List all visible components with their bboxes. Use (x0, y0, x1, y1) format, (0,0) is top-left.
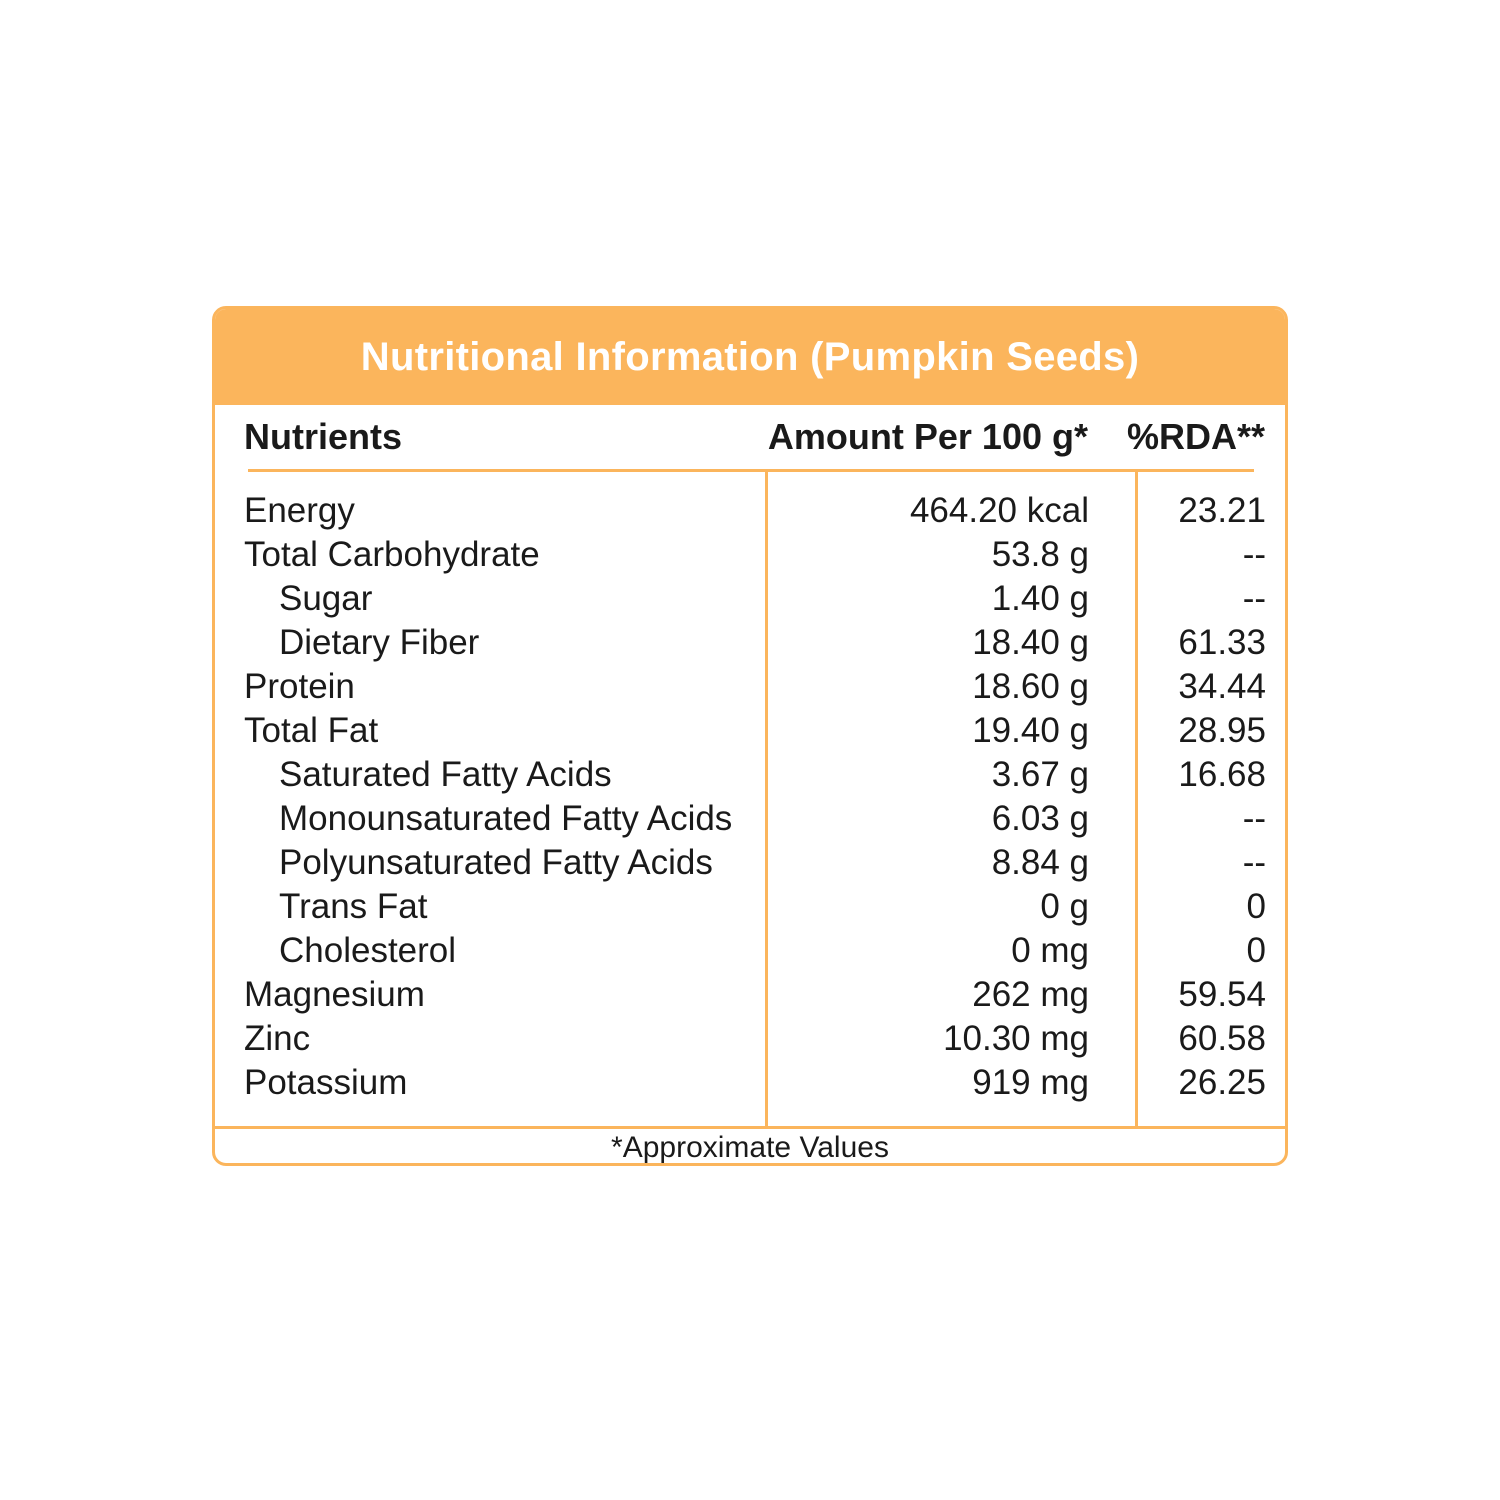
nutrient-amount: 919 mg (972, 1063, 1089, 1102)
nutrient-rda: 0 (1246, 887, 1266, 926)
table-row (215, 797, 1285, 841)
nutrient-table-body (215, 489, 1285, 1105)
table-row (215, 1061, 1285, 1105)
nutrient-rda: 0 (1246, 931, 1266, 970)
nutrient-rda: 61.33 (1178, 623, 1266, 662)
column-header-rda: %RDA** (1126, 416, 1265, 457)
table-row (215, 621, 1285, 665)
table-row (215, 533, 1285, 577)
panel-title: Nutritional Information (Pumpkin Seeds) (360, 334, 1140, 379)
nutrient-name: Total Carbohydrate (244, 535, 540, 574)
nutrient-amount: 464.20 kcal (909, 491, 1089, 530)
nutrient-amount: 0 g (1040, 887, 1089, 926)
nutrient-amount: 6.03 g (991, 799, 1089, 838)
nutrient-amount: 18.40 g (972, 623, 1089, 662)
table-row (215, 665, 1285, 709)
column-header-amount: Amount Per 100 g* (767, 416, 1088, 457)
nutrient-name: Total Fat (244, 711, 379, 750)
nutrient-name: Potassium (244, 1063, 408, 1102)
nutrient-name: Cholesterol (279, 931, 457, 970)
nutrient-rda: 26.25 (1178, 1063, 1266, 1102)
nutrient-amount: 10.30 mg (943, 1019, 1089, 1058)
table-row (215, 577, 1285, 621)
nutrient-name: Zinc (244, 1019, 311, 1058)
nutrient-amount: 53.8 g (991, 535, 1089, 574)
footnote: *Approximate Values (611, 1131, 889, 1164)
title-bar (215, 309, 1285, 405)
table-row (215, 753, 1285, 797)
header-divider (248, 469, 1254, 472)
table-row (215, 973, 1285, 1017)
table-row (215, 885, 1285, 929)
table-row (215, 709, 1285, 753)
table-row (215, 929, 1285, 973)
nutrient-amount: 0 mg (1011, 931, 1089, 970)
nutrient-rda: -- (1242, 579, 1266, 618)
nutrient-rda: 60.58 (1178, 1019, 1266, 1058)
nutrient-amount: 19.40 g (972, 711, 1089, 750)
nutrient-name: Monounsaturated Fatty Acids (279, 799, 733, 838)
nutrient-amount: 3.67 g (991, 755, 1089, 794)
nutrient-name: Polyunsaturated Fatty Acids (279, 843, 713, 882)
nutrient-name: Dietary Fiber (279, 623, 480, 662)
nutrient-name: Energy (244, 491, 355, 530)
nutrient-rda: 23.21 (1178, 491, 1266, 530)
nutrient-rda: -- (1242, 843, 1266, 882)
nutrition-panel (212, 306, 1288, 1166)
nutrient-amount: 1.40 g (991, 579, 1089, 618)
nutrient-name: Protein (244, 667, 355, 706)
nutrient-rda: -- (1242, 799, 1266, 838)
table-row (215, 841, 1285, 885)
nutrient-rda: 16.68 (1178, 755, 1266, 794)
nutrient-amount: 8.84 g (991, 843, 1089, 882)
nutrient-amount: 262 mg (972, 975, 1089, 1014)
nutrient-name: Saturated Fatty Acids (279, 755, 612, 794)
nutrient-rda: 28.95 (1178, 711, 1266, 750)
column-header-nutrients: Nutrients (244, 416, 403, 457)
table-row (215, 489, 1285, 533)
nutrient-rda: 34.44 (1178, 667, 1266, 706)
nutrient-rda: 59.54 (1178, 975, 1266, 1014)
nutrient-name: Sugar (279, 579, 373, 618)
nutrient-name: Magnesium (244, 975, 425, 1014)
nutrient-name: Trans Fat (279, 887, 428, 926)
nutrient-amount: 18.60 g (972, 667, 1089, 706)
table-row (215, 1017, 1285, 1061)
nutrient-rda: -- (1242, 535, 1266, 574)
